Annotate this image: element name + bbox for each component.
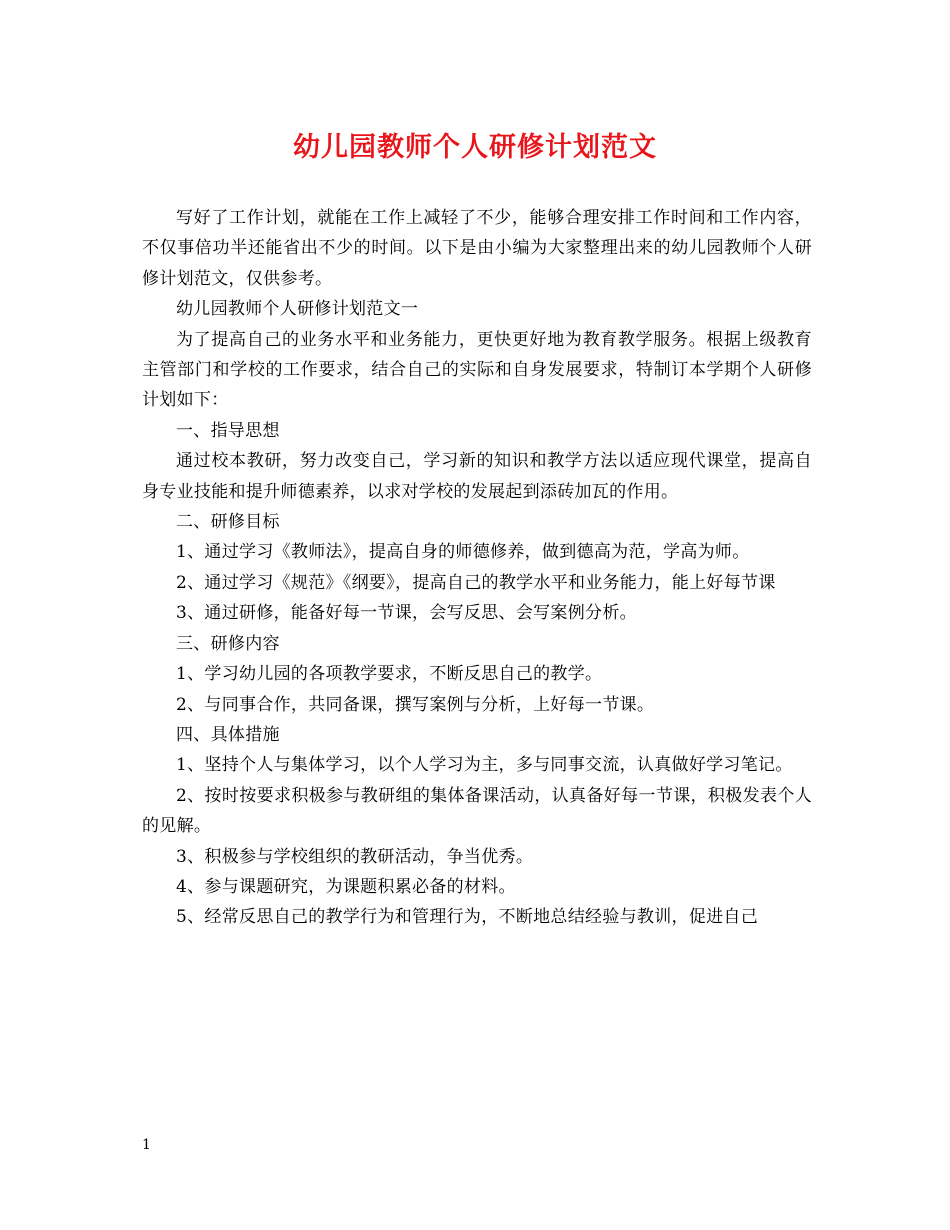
paragraph-intro: 写好了工作计划，就能在工作上减轻了不少，能够合理安排工作时间和工作内容，不仅事倍功半还能省出不少的时间。以下是由小编为大家整理出来的幼儿园教师个人研修计划范文，仅供参考。 <box>142 208 812 289</box>
list-item-goal-3: 3、通过研修，能备好每一节课，会写反思、会写案例分析。 <box>176 603 637 624</box>
list-item-goal-2: 2、通过学习《规范》《纲要》，提高自己的教学水平和业务能力，能上好每节课 <box>176 572 776 593</box>
section-heading-goals: 二、研修目标 <box>176 512 280 533</box>
list-item-measure-1: 1、坚持个人与集体学习，以个人学习为主，多与同事交流，认真做好学习笔记。 <box>176 755 793 776</box>
list-item-measure-2: 2、按时按要求积极参与教研组的集体备课活动，认真备好每一节课，积极发表个人的见解。 <box>142 785 812 837</box>
paragraph-purpose: 为了提高自己的业务水平和业务能力，更快更好地为教育教学服务。根据上级教育主管部门和学校的工作要求，结合自己的实际和自身发展要求，特制订本学期个人研修计划如下： <box>142 329 812 411</box>
list-item-measure-3: 3、积极参与学校组织的教研活动，争当优秀。 <box>176 846 534 867</box>
section-heading-content: 三、研修内容 <box>176 633 280 654</box>
paragraph-guiding-thought: 通过校本教研，努力改变自己，学习新的知识和教学方法以适应现代课堂，提高自身专业技能和提升师德素养，以求对学校的发展起到添砖加瓦的作用。 <box>142 451 812 502</box>
section-heading-measures: 四、具体措施 <box>176 724 280 745</box>
list-item-goal-1: 1、通过学习《教师法》，提高自身的师德修养，做到德高为范，学高为师。 <box>176 542 750 563</box>
list-item-content-1: 1、学习幼儿园的各项教学要求，不断反思自己的教学。 <box>176 664 603 685</box>
page-number: 1 <box>142 1137 151 1153</box>
page-title: 幼儿园教师个人研修计划范文 <box>293 132 657 163</box>
section-heading-guiding-thought: 一、指导思想 <box>176 420 280 441</box>
list-item-content-2: 2、与同事合作，共同备课，撰写案例与分析，上好每一节课。 <box>176 694 655 715</box>
paragraph-heading-sample-one: 幼儿园教师个人研修计划范文一 <box>176 299 419 320</box>
list-item-measure-4: 4、参与课题研究，为课题积累必备的材料。 <box>176 876 516 897</box>
document-body <box>142 203 812 933</box>
list-item-measure-5: 5、经常反思自己的教学行为和管理行为，不断地总结经验与教训，促进自己 <box>176 907 759 928</box>
